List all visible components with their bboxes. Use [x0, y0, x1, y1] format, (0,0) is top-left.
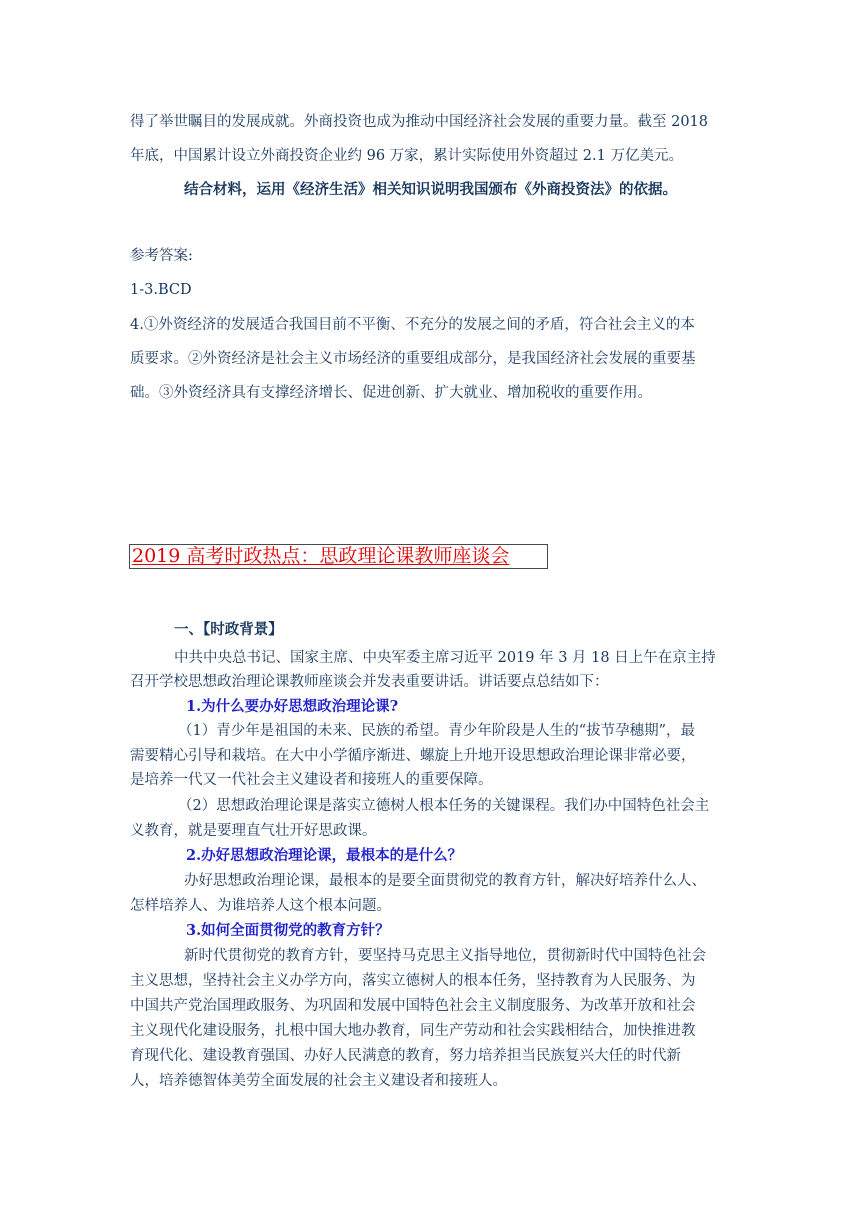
- question-prompt: 结合材料，运用《经济生活》相关知识说明我国颁布《外商投资法》的依据。: [184, 181, 677, 198]
- answer-heading: 参考答案:: [130, 248, 193, 264]
- intro-line: 召开学校思想政治理论课教师座谈会并发表重要讲话。讲话要点总结如下：: [130, 674, 609, 690]
- q3-paragraph-line: 新时代贯彻党的教育方针，要坚持马克思主义指导地位，贯彻新时代中国特色社会: [184, 948, 706, 964]
- background-heading: 一、【时政背景】: [174, 621, 283, 638]
- q1-paragraph-line: 义教育，就是要理直气壮开好思政课。: [130, 823, 377, 839]
- q3-paragraph-line: 育现代化、建设教育强国、办好人民满意的教育，努力培养担当民族复兴大任的时代新: [130, 1048, 681, 1064]
- q3-paragraph-line: 中国共产党治国理政服务、为巩固和发展中国特色社会主义制度服务、为改革开放和社会: [130, 998, 696, 1014]
- answer-mc: 1-3.BCD: [130, 282, 192, 298]
- question-2-heading: 2.办好思想政治理论课，最根本的是什么？: [186, 847, 463, 864]
- answer-q4-line: 4.①外资经济的发展适合我国目前不平衡、不充分的发展之间的矛盾，符合社会主义的本: [130, 317, 695, 333]
- q2-paragraph-line: 办好思想政治理论课，最根本的是要全面贯彻党的教育方针，解决好培养什么人、: [184, 873, 706, 889]
- q1-paragraph-line: 需要精心引导和栽培。在大中小学循序渐进、螺旋上升地开设思想政治理论课非常必要，: [130, 748, 696, 764]
- material-line: 年底，中国累计设立外商投资企业约 96 万家，累计实际使用外资超过 2.1 万亿美元。: [130, 148, 683, 164]
- section-title: 2019 高考时政热点：思政理论课教师座谈会: [129, 544, 548, 569]
- question-1-heading: 1.为什么要办好思想政治理论课?: [186, 698, 399, 715]
- q3-paragraph-line: 主义现代化建设服务，扎根中国大地办教育，同生产劳动和社会实践相结合，加快推进教: [130, 1023, 696, 1039]
- q1-paragraph-line: （1）青少年是祖国的未来、民族的希望。青少年阶段是人生的“拔节孕穗期”，最: [178, 723, 696, 739]
- q3-paragraph-line: 人，培养德智体美劳全面发展的社会主义建设者和接班人。: [130, 1073, 507, 1089]
- intro-line: 中共中央总书记、国家主席、中央军委主席习近平 2019 年 3 月 18 日上午在京主持: [174, 650, 716, 666]
- answer-q4-line: 质要求。②外资经济是社会主义市场经济的重要组成部分，是我国经济社会发展的重要基: [130, 351, 696, 367]
- q1-paragraph-line: 是培养一代又一代社会主义建设者和接班人的重要保障。: [130, 772, 493, 788]
- material-line: 得了举世瞩目的发展成就。外商投资也成为推动中国经济社会发展的重要力量。截至 2018: [130, 114, 709, 130]
- q1-paragraph-line: （2）思想政治理论课是落实立德树人根本任务的关键课程。我们办中国特色社会主: [178, 798, 710, 814]
- q2-paragraph-line: 怎样培养人、为谁培养人这个根本问题。: [130, 898, 391, 914]
- question-3-heading: 3.如何全面贯彻党的教育方针？: [186, 922, 390, 939]
- q3-paragraph-line: 主义思想，坚持社会主义办学方向，落实立德树人的根本任务，坚持教育为人民服务、为: [130, 973, 696, 989]
- answer-q4-line: 础。③外资经济具有支撑经济增长、促进创新、扩大就业、增加税收的重要作用。: [130, 385, 652, 401]
